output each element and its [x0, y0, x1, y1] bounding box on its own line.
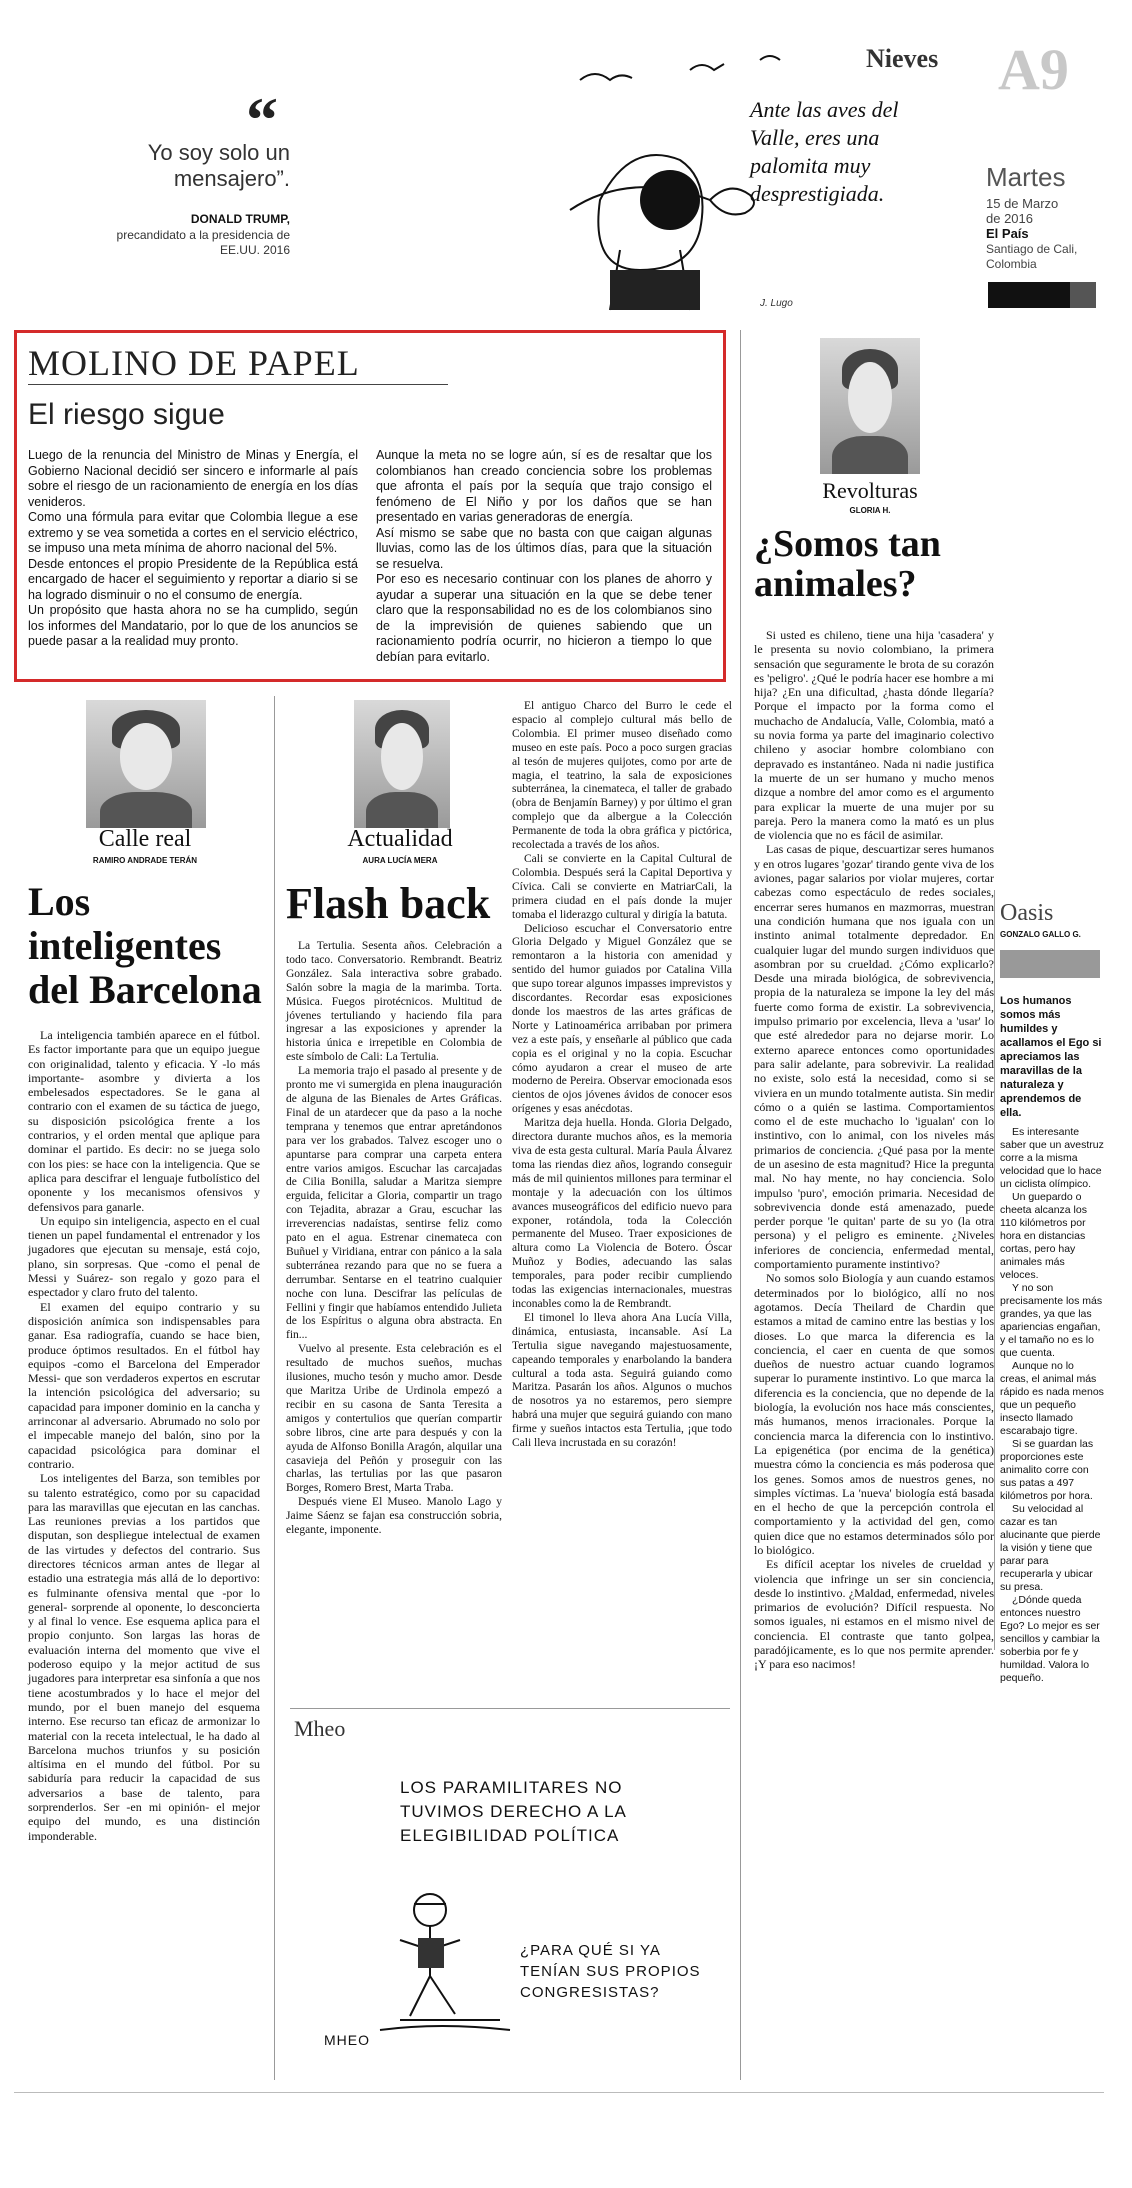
calle-real-p4: Los inteligentes del Barza, son temibles por su talento estratégico, como por su capacidad para las maravillas que ejecutan en las canchas. Las reuniones previas a los partidos que disputan, son despliegue intelectual de examen de las virtudes y defectos del contrario. Sus directores técnicos arman antes de llegar al estadio una estrategia más allá de lo deportivo: es fulminante ofensiva mental que -por lo general- sorprende al oponente, lo desconcierta y al final lo vence. Ese esquema aplica para el propio conjunto. Son largas las horas de evaluación interna del momento que vive el poderoso equipo y la mejor actitud de sus jugadores para interpretar esa sinfonía a que nos tiene acostumbrados y lo hace el mejor del mundo, por el buen manejo del esquema interno. Ese recurso tan eficaz de armonizar lo material con la receta intelectual, le ha dado al Barcelona muchos triunfos y su posición altísima en el mundo del fútbol. Por su sabiduría para reducir la capacidad de sus adversarios a base de talento, para sorprenderlos. Ser -en mi opinión- el mejor equipo del mundo, es una distinción imponderable.: [28, 1471, 260, 1843]
actualidad-p3: Vuelvo al presente. Esta celebración es el resultado de muchos sueños, muchas ilusiones, mucho tesón y mucho amor. Desde que Maritza Uribe de Urdinola empezó a recibir en su casona de Santa Teresita a amigos y contertulios que querían compartir sobre libros, cine arte para después y con la ayuda de Alfonso Bonilla Aragón, alquilar una casavieja del Peñón y proseguir con las charlas, las tertulias por las que pasaron Borges, Romero Brest, Marta Traba.: [286, 1343, 502, 1495]
mheo-speech-2: ¿PARA QUÉ SI YA TENÍAN SUS PROPIOS CONGRESISTAS?: [520, 1942, 701, 2001]
quote-role: precandidato a la presidencia de EE.UU. 2016: [116, 228, 290, 257]
editorial-p5: Aunque la meta no se logre aún, sí es de resaltar que los colombianos han creado conciencia sobre los problemas que afronta el país por la sequía que trajo consigo el fenómeno de El Niño y por los daños que se han presentado en varias generadoras de energía.: [376, 448, 712, 524]
revolturas-author: GLORIA H.: [849, 506, 891, 515]
paper-name: El País: [986, 226, 1029, 241]
actualidad-author: AURA LUCÍA MERA: [362, 856, 438, 865]
section-name: Nieves: [866, 44, 939, 73]
actualidad-column-name: Actualidad: [347, 826, 453, 852]
mheo-speech-1: LOS PARAMILITARES NO TUVIMOS DERECHO A LA ELEGIBILIDAD POLÍTICA: [400, 1778, 626, 1845]
oasis-bar: [1000, 950, 1100, 978]
rule-col-3: [994, 890, 995, 1650]
calle-real-author-photo: [86, 700, 206, 828]
cartoon-figure-illustration: [340, 1880, 520, 2040]
editorial-p7: Por eso es necesario continuar con los planes de ahorro y ayudar a superar una situación en la que se debe tener claro que la responsabilidad no es de los colombianos sino de la imprevisión de quienes sabiendo que un racionamiento podría ocurrir, no hicieron a tiempo lo que debían para evitarlo.: [376, 572, 712, 664]
revolturas-p1: Si usted es chileno, tiene una hija 'casadera' y le presenta su novio colombiano, la primera sensación que seguramente le brota de su corazón es 'peligro'. ¿Qué le podría hacer ese hombre a mi hija? ¿En una dificultad, ¿hasta dónde llegaría? Porque el impacto por la forma como el muchacho de Andalucía, Valle, Colombia, mató a su novia forma ya parte del imaginario colectivo chileno y asociar hombre colombiano con depravado es instantáneo. Nada ni nadie justifica la muerte de un ser humano y mucho menos dizque a nombre del amor como es el argumento para explicar la muerte de una mujer por su pareja. Pero la manera como la mató es un plus de violencia que no es fácil de asimilar.: [754, 628, 994, 843]
mheo-label: Mheo: [294, 1716, 346, 1741]
editorial-kicker: MOLINO DE PAPEL: [28, 343, 360, 383]
calle-real-p2: Un equipo sin inteligencia, aspecto en el cual tienen un papel fundamental el entrenador y los jugadores que ejecutan su mensaje, está cojo, plano, sin sorpresas. Que -como el penal de Messi y Suárez- son regalo y gozo para el espectador y claro fruto del talento.: [28, 1213, 260, 1300]
rule-col-2: [740, 330, 741, 2080]
editorial-p2: Como una fórmula para evitar que Colombia llegue a ese extremo y se vea sometida a cortes en el servicio eléctrico, se impuso una meta mínima de ahorro nacional del 5%.: [28, 510, 358, 555]
actualidad-col2: [512, 700, 732, 1451]
oasis-p7: ¿Dónde queda entonces nuestro Ego? Lo mejor es ser sencillos y cambiar la soberbia por fe y humildad. Valora lo pequeño.: [1000, 1594, 1100, 1684]
oasis-p1: Es interesante saber que un avestruz corre a la misma velocidad que lo hace un ciclista olímpico.: [1000, 1126, 1104, 1190]
oasis-p6: Su velocidad al cazar es tan alucinante que pierde la visión y tiene que parar para recuperarla y ubicar su presa.: [1000, 1503, 1101, 1593]
oasis-p5: Si se guardan las proporciones este animalito corre con sus patas a 497 kilómetros por hora.: [1000, 1438, 1094, 1502]
page-number: A9: [998, 37, 1069, 102]
actualidad-author-photo: [354, 700, 450, 828]
city: Santiago de Cali, Colombia: [986, 242, 1078, 271]
revolturas-p2: Las casas de pique, descuartizar seres humanos y en otros lugares 'gozar' tirando gente viva de los aviones, pagar salarios por violar mujeres, cortar cabezas como espectáculo de redes sociales, encerrar seres humanos en mazmorras, muestran una condición humana que nos iguala con un instinto animal totalmente depredador. En cualquier lugar del mundo surgen individuos que asombran por su crueldad. ¿Cómo explicarlo? Desde una mirada biológica, de sobrevivencia, propia de la naturaleza se impone la ley del más fuerte como forma de existir. La sobrevivencia, impulso primario por excelencia, lleva a 'usar' lo que esté alrededor para no dejarse morir. Lo externo aparece entonces como oportunidades para salir adelante, para sobrevivir. La realidad no existe, solo está la necesidad, como si se viviera en un mundo totalmente autista. Sin medir cómo o a quién se lastima. Comportamientos como el de este muchacho lo 'igualan' con lo instintivo, con lo animal, con los niveles más primarios de conciencia. ¿Qué pasa por la mente de un asesino de esta magnitud? Hice la pregunta mal. No hay mente, no hay conciencia. Solo impulso 'puro', emoción primaria. Necesidad de sobrevivencia donde está amenazado, puede perder porque 'le quitan' parte de su yo (la otra persona) y el peligro es eminente. ¿Niveles inferiores de conciencia, enfermedad mental, comportamiento puramente instintivo?: [754, 842, 994, 1272]
quote-text: Yo soy solo un mensajero”.: [147, 140, 290, 191]
masthead-bar-accent: [1070, 282, 1096, 308]
top-cartoon-caption: Ante las aves del Valle, eres una palomita muy desprestigiada.: [750, 97, 899, 206]
editorial-rule: [28, 384, 448, 385]
mheo-signature: MHEO: [324, 2032, 370, 2048]
date: 15 de Marzo de 2016: [986, 196, 1059, 226]
calle-real-p3: El examen del equipo contrario y su disposición anímica son indispensables para ganar. Esa radiografía, cuando se hace bien, produce óptimos resultados. En el fútbol hay equipos -como el Barcelona del Emperador Messi- que son verdaderos expertos en escrutar la intención psicológica del adversario; su capacidad para imponer dominio en la cancha y arrinconar al adversario. Abrumado no solo por el impecable manejo del balón, sino por la capacidad psicológica para dominar el contrario.: [28, 1299, 260, 1471]
editorial-p4: Un propósito que hasta ahora no se ha cumplido, según los informes del Mandatario, por lo que de los anuncios se puede pasar a la realidad muy pronto.: [28, 603, 358, 648]
oasis-author: GONZALO GALLO G.: [1000, 930, 1081, 939]
oasis-body: [1000, 1126, 1104, 1685]
editorial-p6: Así mismo se sabe que no basta con que caigan algunas lluvias, como las de los últimos días, para que la situación se resuelva.: [376, 525, 712, 571]
oasis-p4: Aunque no lo creas, el animal más rápido es nada menos que un pequeño insecto llamado escarabajo tigre.: [1000, 1360, 1104, 1437]
top-cartoon-signature: J. Lugo: [760, 298, 793, 309]
rule-col-1: [274, 696, 275, 2080]
actualidad-p4: Después viene El Museo. Manolo Lago y Jaime Sáenz se fajan esa construcción sobria, elegante, imponente.: [286, 1496, 502, 1537]
mheo-drawing: [340, 1880, 520, 2040]
revolturas-p4: Es difícil aceptar los niveles de crueldad y violencia que infringe un ser sin conciencia, desde lo instintivo. ¿Maldad, enfermedad, niveles primarios de evolución? Difícil respuesta. No somos iguales, ni estamos en el mismo nivel de conciencia. El contraste que tanto golpea, paradójicamente, es lo que nos permite aprender. ¡Y para eso nacimos!: [754, 1557, 994, 1672]
calle-real-p1: La inteligencia también aparece en el fútbol. Es factor importante para que un equipo juegue con originalidad, talento y eficacia. Y -lo más importante- asombre y divierta a los embelesados espectadores. Se le gana al contrario con el examen de su táctica de juego, su disposición psicológica frente a los contrarios, y el orden mental que aplique para dominar el partido. Es decir: no se juega solo con los pies: se hace con la inteligencia. Que se aplica para descifrar el lenguaje futbolístico del oponente y los mecanismos ofensivos y defensivos para ganarle.: [28, 1028, 260, 1214]
revolturas-p3: No somos solo Biología y aun cuando estamos determinados por lo biológico, allí no nos agotamos. Decía Theilard de Chardin que estamos a mitad de camino entre las bestias y los dioses. Lo que marca la diferencia es la conciencia, el caer en cuenta de que somos dueños de nuestro actuar cuando logramos superar lo puramente instintivo. Lo que marca la diferencia es la conciencia, que no depende de la biología, la evolución nos hace más conscientes, más humanos, menos irracionales. Porque la conciencia marca la diferencia con lo instintivo. La epigenética (por encima de la genética) muestra cómo la conciencia es más poderosa que los genes. Somos amos de nuestros genes, no simples víctimas. La 'nueva' biología está basada en el hecho de que la percepción controla el comportamiento y la actividad del gen, como quien dice que no estamos determinados sólo por lo biológico.: [754, 1271, 994, 1557]
revolturas-body: [754, 628, 994, 1672]
actualidad-p5: El antiguo Charco del Burro le cede el espacio al complejo cultural más bello de Colombia. El primer museo diseñado como museo en este país. Poco a poco surgen gracias al tesón de mujeres quijotes, como por arte de magia, el teatrino, la sala de exposiciones subterránea, la cinemateca, el taller de grabado (obra de Benjamín Barney) y por último el gran complejo que da albergue a la Colección Permanente de toda la obra gráfica y pictórica, recolectada a través de los años.: [512, 700, 732, 852]
actualidad-p6: Cali se convierte en la Capital Cultural de Colombia. Después será la Capital Deportiva y Cívica. Cali se convierte en MatriarCali, la primera ciudad en el país donde la mujer tomaba el liderazgo cultural y dirigía la batuta.: [512, 852, 732, 921]
editorial-col2: [376, 448, 712, 665]
revolturas-headline: ¿Somos tan animales?: [754, 523, 941, 605]
weekday: Martes: [986, 162, 1066, 192]
editorial-p3: Desde entonces el propio Presidente de la República está encargado de hacer el seguimiento y reportar a diario si se ha logrado disminuir o no el consumo de energía.: [28, 556, 358, 602]
actualidad-col1: [286, 940, 502, 1538]
oasis-column-name: Oasis: [1000, 900, 1054, 926]
calle-real-body: [28, 1028, 260, 1843]
actualidad-headline: Flash back: [286, 879, 491, 928]
oasis-lead: Los humanos somos más humildes y acallamos el Ego si apreciamos las maravillas de la naturaleza y aprendemos de ella.: [1000, 995, 1102, 1119]
quote-mark: “: [246, 84, 278, 155]
actualidad-p8: Maritza deja huella. Honda. Gloria Delgado, directora durante muchos años, es la memoria viva de esta gesta cultural. María Paula Álvarez toma las riendas diez años, logrando conseguir más de mil quinientos millones para terminar el montaje y la adecuación con los últimos avances museográficos del edificio nuevo para exponer, rotándola, toda la Colección permanente del Museo. Traer exposiciones de altura como La Violencia de Botero. Óscar Muñoz y Bodies, adecuando las salas temporales, para poder recibir cumpliendo todas las exigencias internacionales, muestras inconables como la de Rembrandt.: [512, 1117, 732, 1310]
oasis-p2: Un guepardo o cheeta alcanza los 110 kilómetros por hora en distancias cortas, pero hay animales más veloces.: [1000, 1191, 1087, 1281]
oasis-p3: Y no son precisamente los más grandes, ya que las apariencias engañan, y el tamaño no es lo que cuenta.: [1000, 1282, 1103, 1359]
bottom-rule: [14, 2092, 1104, 2093]
revolturas-author-photo: [820, 338, 920, 474]
actualidad-p1: La Tertulia. Sesenta años. Celebración a todo taco. Conversatorio. Rembrandt. Beatriz González. Sala interactiva sobre grabado. Salón sobre la magia de la marimba. Torta. Música. Fuegos pirotécnicos. Multitud de jóvenes tertuliando y haciendo fila para ingresar a las exposiciones y aprender la historia única e irrepetible en Colombia de este símbolo de Cali: La Tertulia.: [286, 940, 502, 1064]
editorial-headline: El riesgo sigue: [28, 398, 225, 431]
actualidad-p2: La memoria trajo el pasado al presente y de pronto me vi sumergida en plena inauguración de alguna de las Bienales de Artes Gráficas. Final de un atardecer que da paso a la noche temprana y tenemos que entrar apretándonos para ver los grabados. Talvez escoger uno o apuntarse para comprar una carpeta entera entre varios amigos. Escuchar las carcajadas de Cilia Bonilla, saludar a Maritza siempre erguida, felicitar a Gloria, compartir un trago con Tejadita, abrazar a Grau, escuchar las irreverencias nadaístas, sentirse feliz como pato en el agua. Estrenar cinemateca con Buñuel y Viridiana, entrar con pánico a la sala subterránea rezando para que no se fuera a derrumbar. Sentarse en el teatrino cualquier noche con luna. Descifrar las películas de Fellini y fingir que habíamos entendido Julieta de los Espíritus o alguna obra abstracta. En fin...: [286, 1065, 502, 1342]
quote-author: DONALD TRUMP,: [190, 212, 290, 226]
revolturas-column-name: Revolturas: [822, 478, 918, 503]
calle-real-author: RAMIRO ANDRADE TERÁN: [92, 856, 198, 865]
editorial-p1: Luego de la renuncia del Ministro de Minas y Energía, el Gobierno Nacional decidió ser sincero e informarle al país sobre el riesgo de un racionamiento de energía en los días venideros.: [28, 448, 358, 509]
calle-real-headline: Los inteligentes del Barcelona: [28, 879, 262, 1012]
actualidad-p9: El timonel lo lleva ahora Ana Lucía Villa, dinámica, entusiasta, incansable. Así La Tertulia sigue navegando majestuosamente, capeando temporales y enarbolando la bandera cultural a toda asta. Seguirá guiando como Maritza. Pasarán los años. Algunos o muchos de nosotros ya no estaremos, pero siempre habrá una mujer que seguirá guiando con mano firme y sueños intactos esta Tertulia, ¡que todo Cali lleva incrustada en su corazón!: [512, 1311, 732, 1450]
actualidad-p7: Delicioso escuchar el Conversatorio entre Gloria Delgado y Miguel González que se remontaron a la historia con amenidad y sentido del humor guiados por Catalina Villa que supo torear algunos impasses imprevistos y discordantes. Recordar esas exposiciones donde los maestros de las artes gráficas de Norte y Latinoamérica arribaban por primera vez a este país, y enseñarle al público que cada copia es el original y no la copia. Escuchar cómo ayudaron a crear el museo de arte moderno de Pereira. Observar emocionada esos cientos de ojos jóvenes ávidos de conocer esos orígenes y esas anécdotas.: [512, 922, 732, 1116]
mheo-rule: [290, 1708, 730, 1709]
calle-real-column-name: Calle real: [98, 826, 192, 852]
editorial-col1: [28, 448, 358, 650]
